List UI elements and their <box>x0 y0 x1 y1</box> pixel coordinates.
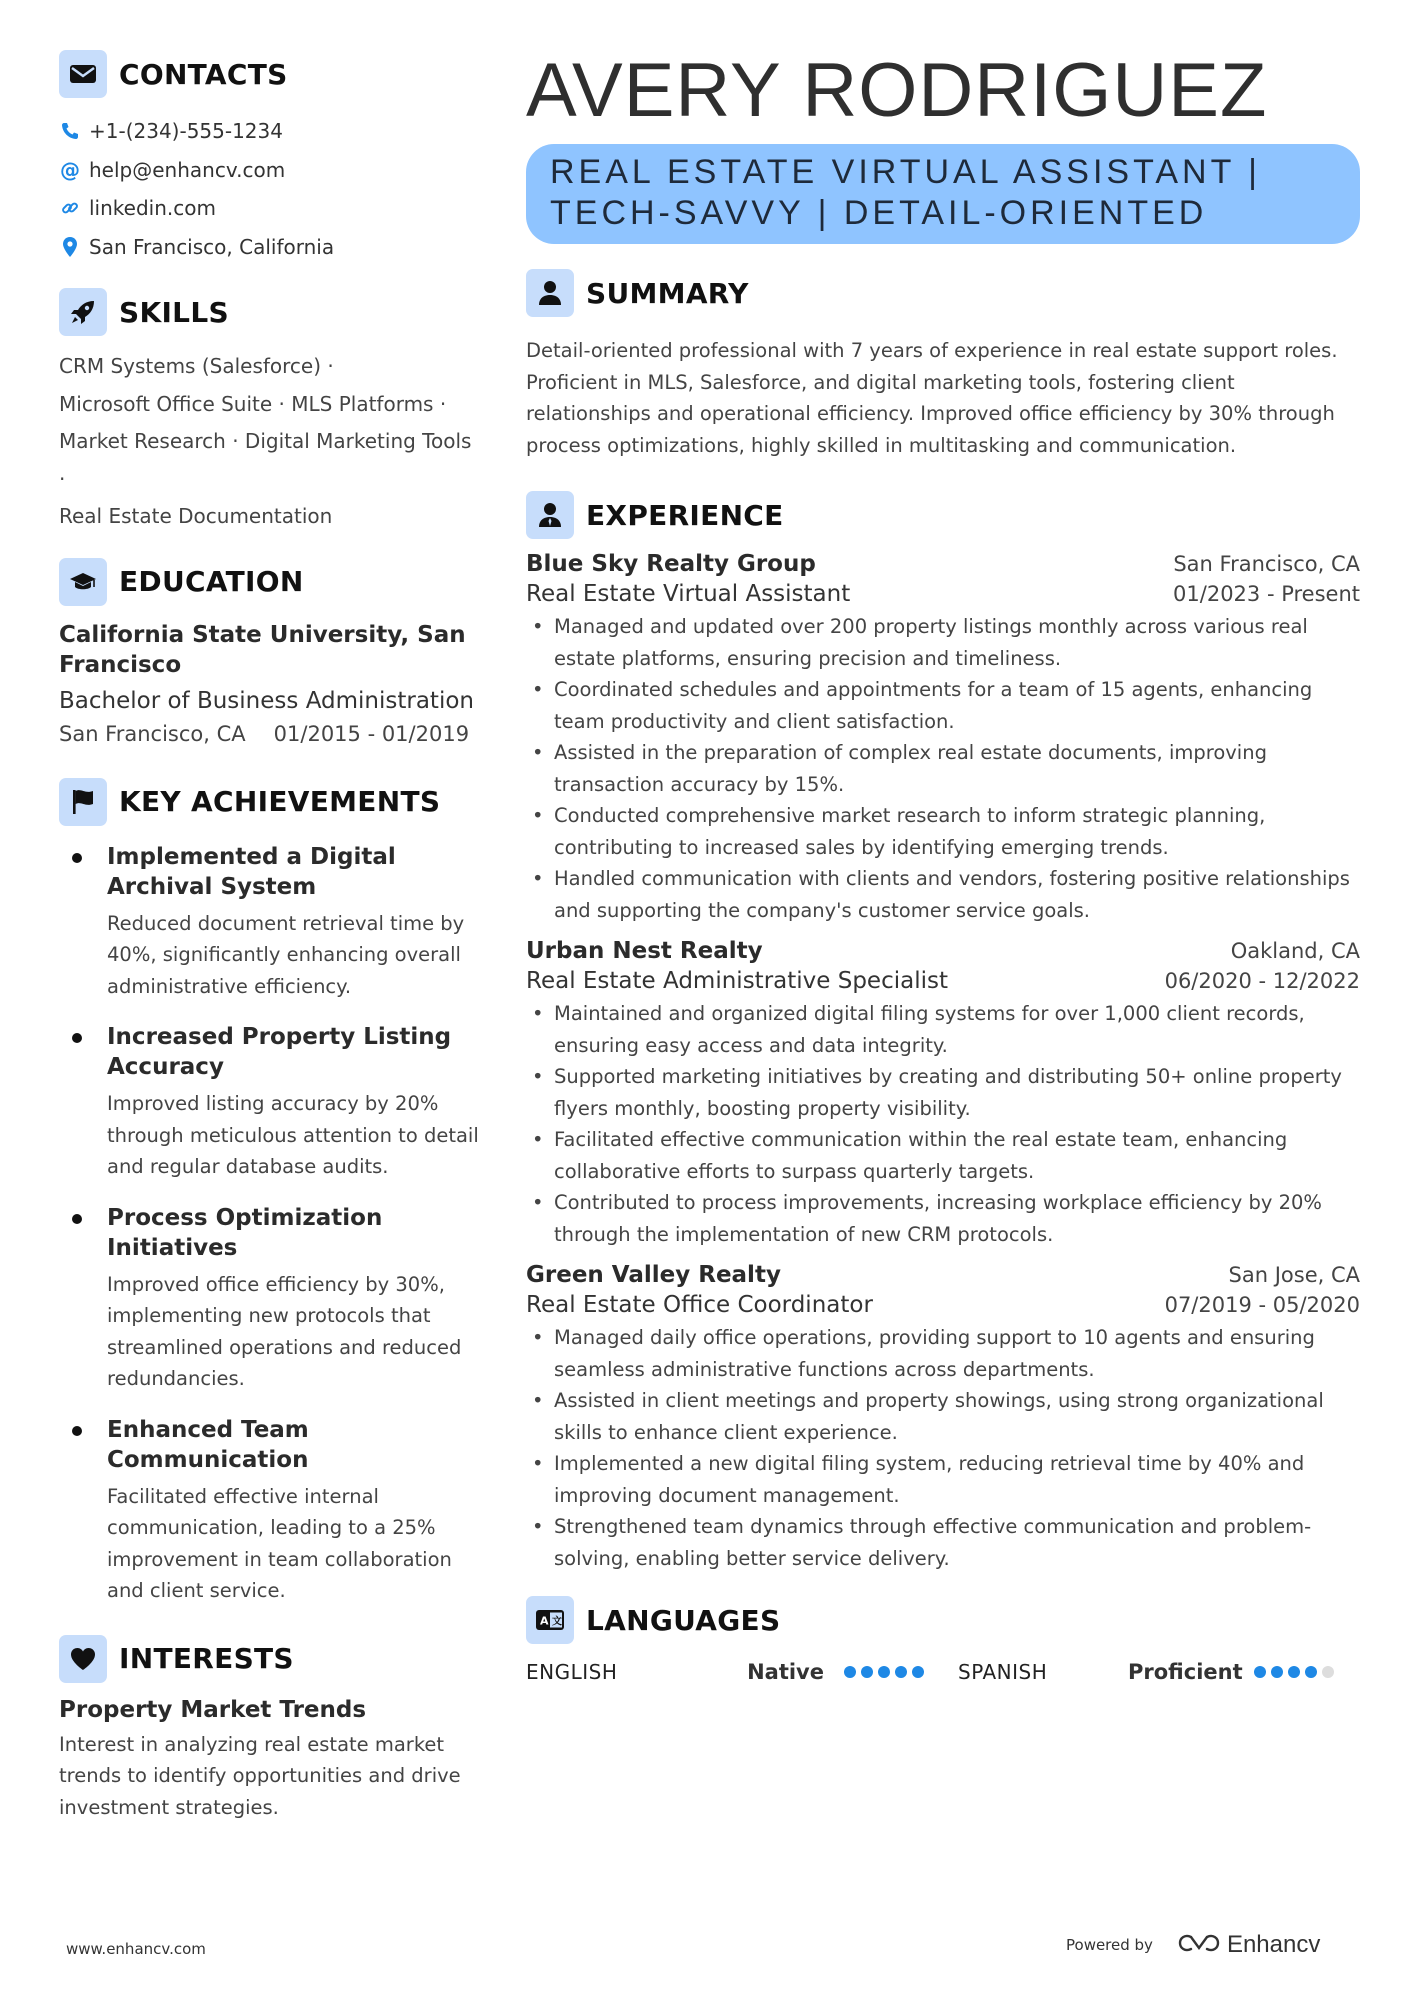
right-column <box>526 50 1360 1684</box>
education-section <box>59 558 479 746</box>
graduation-cap-icon <box>59 558 107 606</box>
skills-section <box>59 288 479 536</box>
degree: Bachelor of Business Administration <box>59 687 474 714</box>
languages-section <box>526 1596 1360 1684</box>
job-location: Oakland, CA <box>1230 939 1360 963</box>
job-location: San Francisco, CA <box>1173 552 1360 576</box>
job-bullet: • Strengthened team dynamics through effective communication and problem-solving, enabling better service delivery. <box>526 1511 1360 1574</box>
skills-line: CRM Systems (Salesforce) · <box>59 354 334 378</box>
skills-header <box>59 288 479 336</box>
phone-text: +1-(234)-555-1234 <box>89 119 283 144</box>
interests-section <box>59 1635 479 1824</box>
contacts-heading: CONTACTS <box>119 57 288 91</box>
link-icon <box>59 199 81 217</box>
interests-header <box>59 1635 479 1683</box>
achievement-desc: Facilitated effective internal communication, leading to a 25% improvement in team collaboration and client service. <box>107 1484 452 1602</box>
contacts-header <box>59 50 479 98</box>
language-item <box>526 1660 958 1684</box>
job-bullet: • Handled communication with clients and vendors, fostering positive relationships and supporting the company's customer service goals. <box>526 863 1360 926</box>
job-bullets <box>526 611 1360 926</box>
job-company: Green Valley Realty <box>526 1262 781 1288</box>
achievement-desc: Improved office efficiency by 30%, implementing new protocols that streamlined operations and reduced redundancies. <box>107 1272 462 1390</box>
interest-desc: Interest in analyzing real estate market trends to identify opportunities and drive investment strategies. <box>59 1732 461 1819</box>
svg-text:A: A <box>540 1614 549 1628</box>
job-entry <box>526 1262 1360 1574</box>
achievement-item <box>59 1203 479 1395</box>
footer-website[interactable]: www.enhancv.com <box>66 1940 206 1958</box>
linkedin-text: linkedin.com <box>89 196 216 221</box>
level-dot-filled <box>1254 1666 1266 1678</box>
language-item <box>958 1660 1339 1684</box>
achievement-title: Enhanced Team Communication <box>107 1416 309 1473</box>
job-bullet: • Maintained and organized digital filing systems for over 1,000 client records, ensuring easy access and data integrity. <box>526 998 1360 1061</box>
level-dot-filled <box>1271 1666 1283 1678</box>
heart-icon <box>59 1635 107 1683</box>
language-dots <box>1254 1666 1339 1678</box>
education-meta <box>59 722 479 746</box>
job-dates: 06/2020 - 12/2022 <box>1164 969 1360 993</box>
education-dates: 01/2015 - 01/2019 <box>273 721 470 746</box>
bullet-dot <box>72 1033 82 1043</box>
job-bullet: • Conducted comprehensive market research to inform strategic planning, contributing to increased sales by identifying emerging trends. <box>526 800 1360 863</box>
phone-icon <box>59 122 81 140</box>
achievement-desc: Improved listing accuracy by 20% through meticulous attention to detail and regular database audits. <box>107 1092 479 1178</box>
headline-line: TECH-SAVVY | DETAIL-ORIENTED <box>550 194 1208 232</box>
job-bullet: • Assisted in the preparation of complex real estate documents, improving transaction accuracy by 15%. <box>526 737 1360 800</box>
contacts-section <box>59 50 479 266</box>
level-dot-filled <box>895 1666 907 1678</box>
job-entry <box>526 938 1360 1250</box>
job-dates: 07/2019 - 05/2020 <box>1164 1293 1360 1317</box>
rocket-icon <box>59 288 107 336</box>
achievements-heading: KEY ACHIEVEMENTS <box>119 785 441 818</box>
skills-line: Real Estate Documentation <box>59 504 333 528</box>
level-dot-filled <box>844 1666 856 1678</box>
level-dot-filled <box>1305 1666 1317 1678</box>
user-tie-icon <box>526 491 574 539</box>
achievement-item <box>59 1022 479 1183</box>
email-text: help@enhancv.com <box>89 157 286 182</box>
languages-header <box>526 1596 1360 1644</box>
headline-line: REAL ESTATE VIRTUAL ASSISTANT | <box>550 153 1261 191</box>
language-name: SPANISH <box>958 1660 1048 1684</box>
achievements-header <box>59 778 479 826</box>
job-bullets <box>526 1322 1360 1574</box>
contact-location <box>59 228 479 267</box>
map-pin-icon <box>59 237 81 257</box>
contact-email[interactable] <box>59 151 479 190</box>
job-bullet: • Contributed to process improvements, increasing workplace efficiency by 20% through the implementation of new CRM protocols. <box>526 1187 1360 1250</box>
education-header <box>59 558 479 606</box>
school-name: California State University, San Francisco <box>59 621 466 678</box>
summary-section <box>526 269 1360 461</box>
level-dot-filled <box>1288 1666 1300 1678</box>
left-column <box>59 50 479 1823</box>
achievement-title: Process Optimization Initiatives <box>107 1204 383 1261</box>
languages-heading: LANGUAGES <box>586 1603 781 1637</box>
language-level: Native <box>747 1660 824 1684</box>
flag-icon <box>59 778 107 826</box>
experience-heading: EXPERIENCE <box>586 498 784 532</box>
languages-row <box>526 1660 1360 1684</box>
level-dot-filled <box>878 1666 890 1678</box>
experience-section <box>526 491 1360 1574</box>
job-bullets <box>526 998 1360 1250</box>
education-heading: EDUCATION <box>119 565 304 598</box>
at-icon: @ <box>60 157 80 182</box>
summary-heading: SUMMARY <box>586 276 749 310</box>
education-location: San Francisco, CA <box>59 721 246 746</box>
job-role: Real Estate Virtual Assistant <box>526 581 851 607</box>
enhancv-logo-icon <box>1177 1932 1221 1958</box>
job-role: Real Estate Administrative Specialist <box>526 968 948 994</box>
job-bullet: • Facilitated effective communication within the real estate team, enhancing collaborative efforts to surpass quarterly targets. <box>526 1124 1360 1187</box>
language-dots <box>844 1666 929 1678</box>
brand-name: Enhancv <box>1226 1931 1321 1958</box>
achievement-title: Implemented a Digital Archival System <box>107 843 396 900</box>
translate-icon <box>526 1596 574 1644</box>
footer-branding[interactable] <box>1066 1931 1320 1959</box>
job-dates: 01/2023 - Present <box>1173 582 1360 606</box>
location-text: San Francisco, California <box>89 234 335 259</box>
contact-linkedin[interactable] <box>59 189 479 228</box>
summary-header <box>526 269 1360 317</box>
user-icon <box>526 269 574 317</box>
bullet-dot <box>72 853 82 863</box>
job-bullet: • Managed daily office operations, providing support to 10 agents and ensuring seamless administrative functions across departments. <box>526 1322 1360 1385</box>
achievement-title: Increased Property Listing Accuracy <box>107 1024 452 1080</box>
job-bullet: • Coordinated schedules and appointments for a team of 15 agents, enhancing team productivity and client satisfaction. <box>526 674 1360 737</box>
achievements-section <box>59 778 479 1607</box>
job-company: Blue Sky Realty Group <box>526 551 816 577</box>
envelope-icon <box>59 50 107 98</box>
level-dot-filled <box>861 1666 873 1678</box>
job-bullet: • Assisted in client meetings and property showings, using strong organizational skills to enhance client experience. <box>526 1385 1360 1448</box>
interests-heading: INTERESTS <box>119 1642 294 1675</box>
candidate-name: AVERY RODRIGUEZ <box>526 48 1268 133</box>
job-entry <box>526 551 1360 926</box>
svg-text:文: 文 <box>552 1616 562 1628</box>
interest-title: Property Market Trends <box>59 1696 367 1723</box>
bullet-dot <box>72 1214 82 1224</box>
language-name: ENGLISH <box>526 1660 618 1684</box>
powered-by-text: Powered by <box>1066 1936 1153 1954</box>
job-bullet: • Managed and updated over 200 property listings monthly across various real estate platforms, ensuring precision and timeliness. <box>526 611 1360 674</box>
job-bullet: • Implemented a new digital filing system, reducing retrieval time by 40% and improving document management. <box>526 1448 1360 1511</box>
bullet-dot <box>72 1426 82 1436</box>
skills-list <box>59 348 479 536</box>
achievement-item <box>59 1415 479 1607</box>
job-company: Urban Nest Realty <box>526 938 763 964</box>
skills-line: Microsoft Office Suite · MLS Platforms · <box>59 391 447 416</box>
achievement-item <box>59 842 479 1003</box>
job-bullet: • Supported marketing initiatives by creating and distributing 50+ online property flyers monthly, boosting property visibility. <box>526 1061 1360 1124</box>
skills-heading: SKILLS <box>119 295 229 329</box>
contact-phone[interactable] <box>59 112 479 151</box>
level-dot-filled <box>912 1666 924 1678</box>
achievement-desc: Reduced document retrieval time by 40%, significantly enhancing overall administrative efficiency. <box>107 911 465 998</box>
skills-line: Market Research · Digital Marketing Tools · <box>59 429 472 491</box>
language-level: Proficient <box>1128 1660 1243 1684</box>
job-location: San Jose, CA <box>1228 1263 1360 1287</box>
job-role: Real Estate Office Coordinator <box>526 1292 873 1318</box>
level-dot-empty <box>1322 1666 1334 1678</box>
headline-banner <box>526 144 1360 244</box>
experience-header <box>526 491 1360 539</box>
summary-text: Detail-oriented professional with 7 years of experience in real estate support roles. Proficient in MLS, Salesforce, and digital marketing tools, fostering client relationships and operational efficiency. Improved office efficiency by 30% through process optimizations, highly skilled in multitasking and communication. <box>526 339 1338 457</box>
